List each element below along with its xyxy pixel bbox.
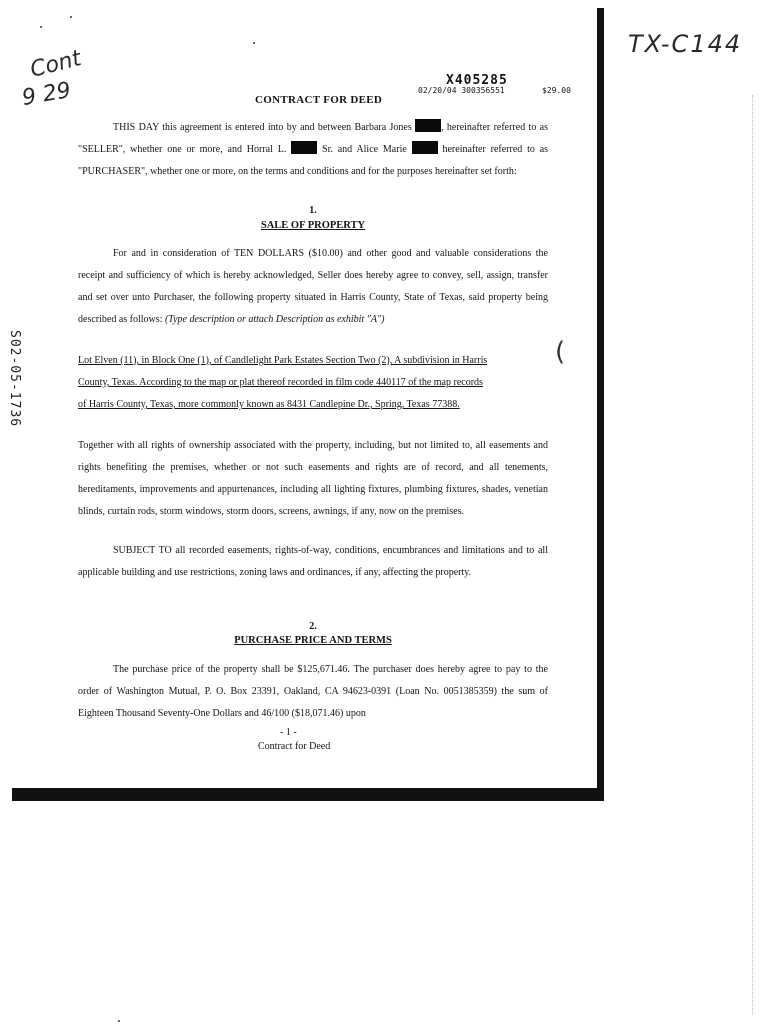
redaction-block (412, 141, 438, 154)
section-1-body (78, 243, 548, 331)
handwritten-file-code: TX-C144 (628, 30, 743, 58)
redaction-block (415, 119, 441, 132)
speck (70, 16, 72, 18)
section-2-title: PURCHASE PRICE AND TERMS (234, 635, 392, 646)
recording-date: 02/20/04 300356551 (418, 86, 505, 95)
subject-paragraph: SUBJECT TO all recorded easements, rights-of-way, conditions, encumbrances and limitations and to all applicable building and use restrictions, zoning laws and ordinances, if any, affecting the property. (78, 545, 548, 578)
scan-border-right (597, 8, 604, 800)
section-2-body: The purchase price of the property shall be $125,671.46. The purchaser does hereby agree to pay to the order of Washington Mutual, P. O. Box 23391, Oakland, CA 94623-0391 (Loan No. 0051385359) the sum of Eighteen Thousand Seventy-One Dollars and 46/100 ($18,071.46) upon (78, 664, 548, 719)
legal-description (78, 350, 550, 416)
section-1-italic-note: (Type description or attach Description as exhibit "A") (164, 314, 385, 325)
side-document-number: S02-05-1736 (7, 330, 22, 428)
intro-text-4: hereinafter referred to as "PURCHASER", whether one or more, on the terms and conditions and for the purposes hereinafter set forth: (78, 144, 549, 177)
intro-text-1: THIS DAY this agreement is entered into by and between Barbara Jones (113, 122, 412, 133)
intro-text-3: Sr. and Alice Marie (322, 144, 407, 155)
together-paragraph: Together with all rights of ownership associated with the property, including, but not limited to, all easements and rights benefiting the premises, whether or not such easements and rights are of record, and all tenements, hereditaments, improvements and appurtenances, including all lighting fixtures, plumbing fixtures, shades, venetian blinds, curtain rods, storm windows, storm doors, screens, awnings, if any, now on the premises. (78, 440, 548, 517)
section-2-number: 2. (309, 621, 317, 632)
legal-line-2: County, Texas. According to the map or plat thereof recorded in film code 440117 of the map records (78, 377, 483, 388)
legal-line-1: Lot Elven (11), in Block One (1), of Candlelight Park Estates Section Two (2), A subdivision in Harris (78, 355, 488, 366)
footer-title: Contract for Deed (258, 741, 331, 752)
scan-edge-dots (752, 95, 753, 1015)
intro-paragraph (78, 117, 548, 183)
page-number: - 1 - (280, 727, 297, 738)
handwritten-note-line1: Cont (27, 46, 84, 83)
scan-border-bottom (12, 788, 604, 801)
handwritten-bracket: ( (555, 337, 566, 367)
section-1-text: For and in consideration of TEN DOLLARS ($10.00) and other good and valuable considerations the receipt and sufficiency of which is hereby acknowledged, Seller does hereby agree to convey, sell, assign, transfer and set over unto Purchaser, the following property situated in Harris County, State of Texas, said property being described as follows: (78, 248, 548, 325)
document-title: CONTRACT FOR DEED (255, 94, 383, 106)
speck (118, 1020, 120, 1022)
section-1-number: 1. (309, 205, 317, 216)
speck (40, 26, 42, 28)
intro-text-2: , hereinafter referred to as "SELLER", whether one or more, and Horral L. (78, 122, 548, 155)
recording-number: X405285 (446, 73, 508, 88)
handwritten-note-line2: 9 29 (20, 77, 73, 112)
recording-fee: $29.00 (542, 86, 571, 95)
redaction-block (291, 141, 317, 154)
section-1-title: SALE OF PROPERTY (260, 220, 366, 231)
legal-line-3: of Harris County, Texas, more commonly known as 8431 Candlepine Dr., Spring, Texas 77388. (78, 399, 460, 410)
speck (253, 42, 255, 44)
